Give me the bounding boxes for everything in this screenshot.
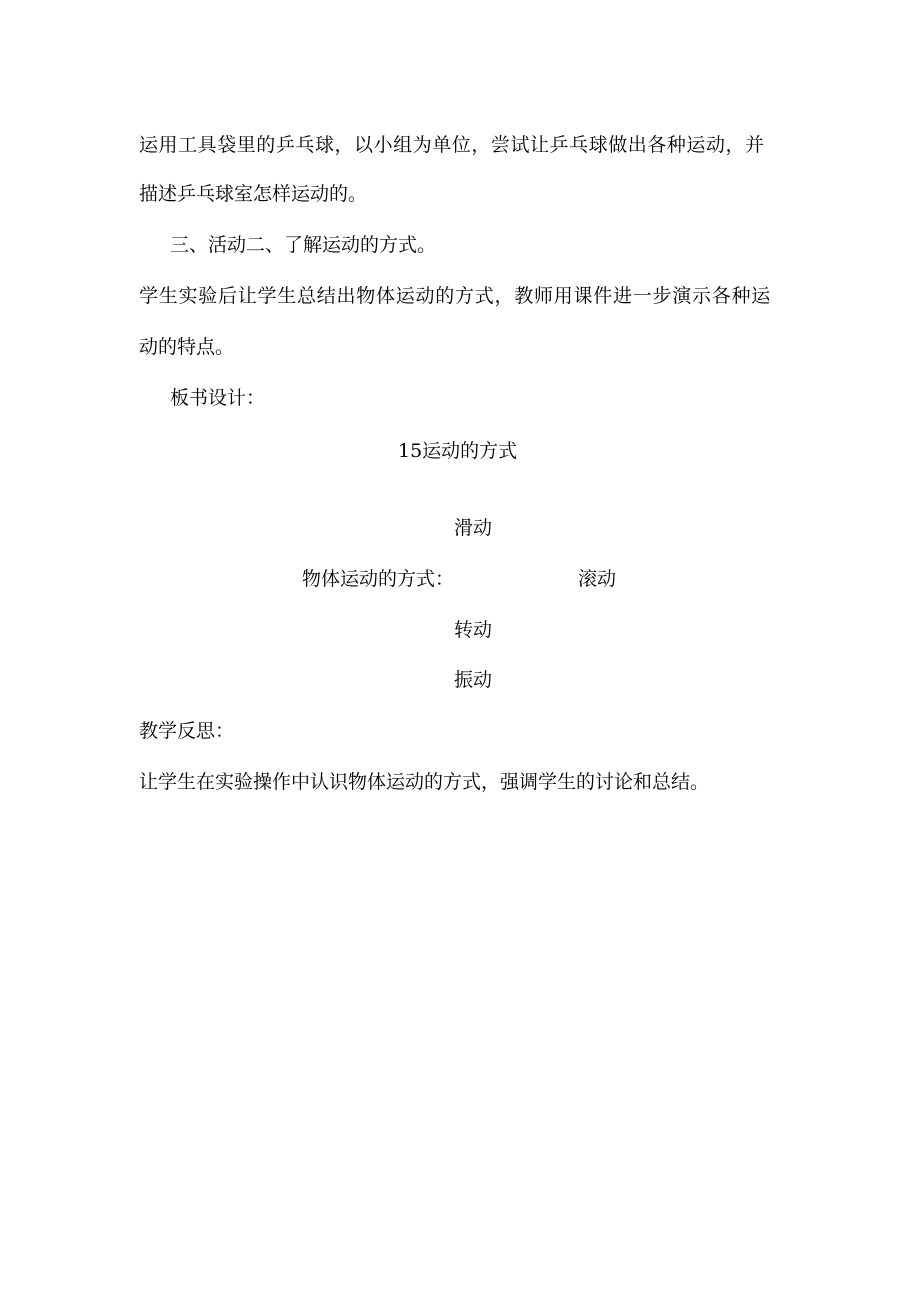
board-item-vibrate: 振动: [454, 669, 493, 691]
board-title: 15运动的方式: [398, 440, 518, 462]
activity2-text-line2: 动的特点。: [139, 336, 235, 358]
board-design-heading: 板书设计：: [170, 387, 266, 409]
board-lead-label: 物体运动的方式：: [302, 568, 455, 590]
board-item-roll: 滚动: [578, 568, 617, 590]
board-item-slide: 滑动: [454, 517, 493, 539]
activity2-heading: 三、活动二、了解运动的方式。: [170, 234, 437, 256]
board-item-rotate: 转动: [454, 619, 493, 641]
activity1-text-line1: 运用工具袋里的乒乓球，以小组为单位，尝试让乒乓球做出各种运动，并: [139, 134, 765, 156]
activity2-text-line1: 学生实验后让学生总结出物体运动的方式，教师用课件进一步演示各种运: [139, 285, 772, 307]
reflection-heading: 教学反思：: [139, 720, 235, 742]
reflection-text: 让学生在实验操作中认识物体运动的方式，强调学生的讨论和总结。: [139, 771, 710, 793]
activity1-text-line2: 描述乒乓球室怎样运动的。: [139, 183, 368, 205]
